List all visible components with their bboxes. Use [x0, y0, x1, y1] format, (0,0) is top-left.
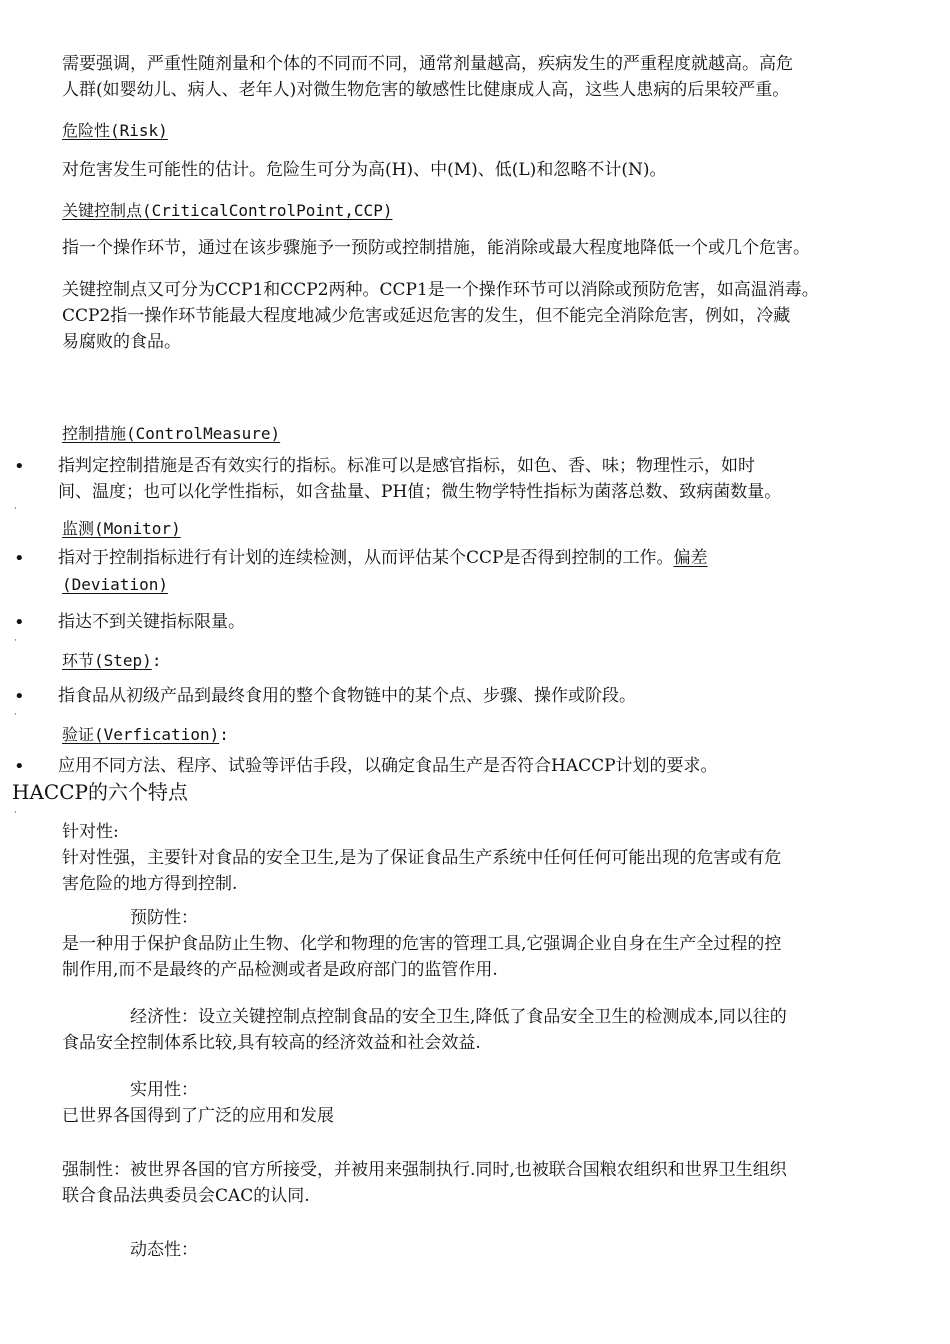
deviation-definition: 指达不到关键指标限量。 [58, 612, 245, 632]
feature-5-line-1: 强制性：被世界各国的官方所接受，并被用来强制执行.同时,也被联合国粮农组织和世界卫生组织 [62, 1160, 787, 1180]
section-title: HACCP的六个特点 [12, 780, 188, 804]
monitor-definition-text: 指对于控制指标进行有计划的连续检测，从而评估某个CCP是否得到控制的工作。 [58, 548, 674, 568]
feature-4-line-1: 已世界各国得到了广泛的应用和发展 [62, 1106, 334, 1126]
term-monitor: 监测(Monitor) [62, 519, 181, 538]
ccp-types-line-2: CCP2指一操作环节能最大程度地减少危害或延迟危害的发生，但不能完全消除危害，例如，冷藏 [62, 306, 791, 326]
verification-definition: 应用不同方法、程序、试验等评估手段，以确定食品生产是否符合HACCP计划的要求。 [58, 756, 718, 776]
feature-5-line-2: 联合食品法典委员会CAC的认同. [62, 1186, 310, 1206]
bullet-icon: • [14, 756, 25, 777]
intro-line-1: 需要强调，严重性随剂量和个体的不同而不同，通常剂量越高，疾病发生的严重程度就越高。高危 [62, 54, 793, 74]
feature-1-line-1: 针对性强，主要针对食品的安全卫生,是为了保证食品生产系统中任何任何可能出现的危害或有危 [62, 848, 782, 868]
feature-2-title: 预防性： [130, 908, 198, 928]
feature-4-title: 实用性： [130, 1080, 198, 1100]
term-step-colon: : [151, 651, 162, 670]
feature-3-line-1: 经济性：设立关键控制点控制食品的安全卫生,降低了食品安全卫生的检测成本,同以往的 [130, 1007, 787, 1027]
term-deviation-part-1: 偏差 [673, 548, 708, 568]
term-ccp: 关键控制点(CriticalControlPoint,CCP) [62, 201, 393, 220]
bullet-icon: • [14, 548, 25, 569]
feature-1-line-2: 害危险的地方得到控制. [62, 874, 238, 894]
term-step-row [62, 648, 161, 673]
bullet-icon: • [14, 612, 25, 633]
control-definition-line-1: 指判定控制措施是否有效实行的指标。标准可以是感官指标，如色、香、味；物理性示，如时 [58, 456, 755, 476]
small-mark: · [14, 504, 17, 514]
term-verification-row [62, 722, 229, 747]
ccp-types-line-1: 关键控制点又可分为CCP1和CCP2两种。CCP1是一个操作环节可以消除或预防危害，如高温消毒。 [62, 280, 819, 300]
step-definition: 指食品从初级产品到最终食用的整个食物链中的某个点、步骤、操作或阶段。 [58, 686, 636, 706]
small-mark: · [14, 636, 17, 646]
bullet-icon: • [14, 686, 25, 707]
term-step: 环节(Step) [62, 651, 152, 670]
term-verification: 验证(Verfication) [62, 725, 220, 744]
term-verification-colon: : [219, 725, 229, 744]
feature-6-title: 动态性： [130, 1240, 198, 1260]
feature-2-line-2: 制作用,而不是最终的产品检测或者是政府部门的监管作用. [62, 960, 498, 980]
intro-line-2: 人群(如婴幼儿、病人、老年人)对微生物危害的敏感性比健康成人高，这些人患病的后果较严重。 [62, 80, 790, 100]
risk-definition: 对危害发生可能性的估计。危险生可分为高(H)、中(M)、低(L)和忽略不计(N)。 [62, 160, 667, 180]
feature-2-line-1: 是一种用于保护食品防止生物、化学和物理的危害的管理工具,它强调企业自身在生产全过程的控 [62, 934, 782, 954]
ccp-types-line-3: 易腐败的食品。 [62, 332, 181, 352]
feature-3-line-2: 食品安全控制体系比较,具有较高的经济效益和社会效益. [62, 1033, 481, 1053]
term-control-measure: 控制措施(ControlMeasure) [62, 424, 281, 443]
term-deviation-part-2: (Deviation) [62, 575, 168, 594]
term-risk: 危险性(Risk) [62, 121, 168, 140]
control-definition-line-2: 间、温度；也可以化学性指标，如含盐量、PH值；微生物学特性指标为菌落总数、致病菌数量。 [58, 482, 782, 502]
small-mark: · [14, 710, 17, 720]
ccp-definition: 指一个操作环节，通过在该步骤施予一预防或控制措施，能消除或最大程度地降低一个或几个危害。 [62, 238, 810, 258]
small-mark: · [14, 808, 17, 818]
bullet-icon: • [14, 456, 25, 477]
monitor-definition [58, 546, 707, 571]
feature-1-title: 针对性: [62, 822, 119, 842]
